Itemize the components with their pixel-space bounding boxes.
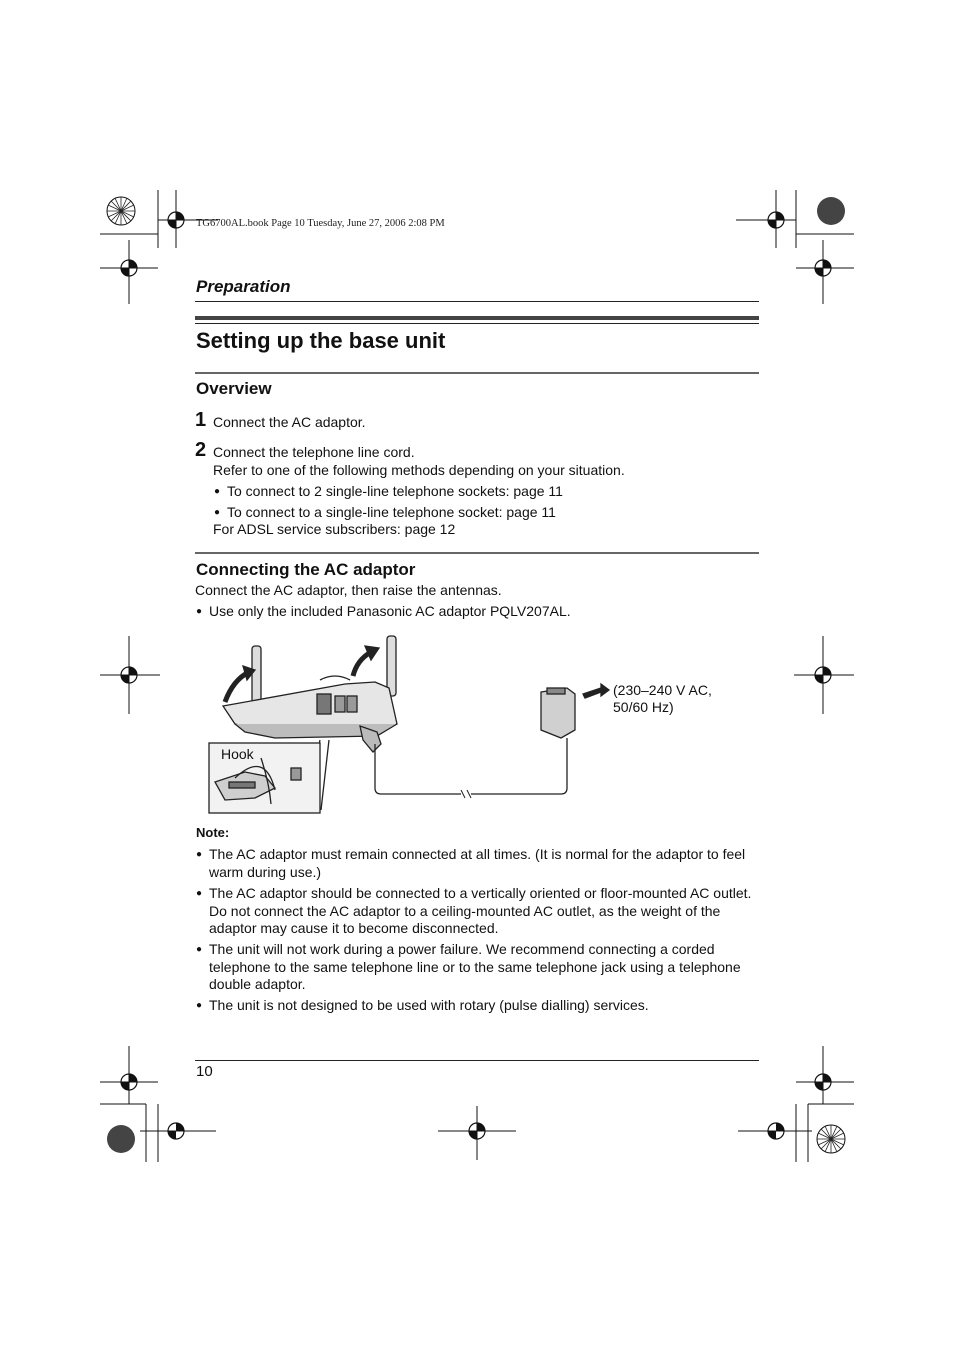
ac-intro: Connect the AC adaptor, then raise the antennas.: [195, 582, 502, 598]
bullet-glyph: ●: [196, 944, 203, 955]
title-rule-thick: [195, 316, 759, 320]
adsl-text: For ADSL service subscribers: page 12: [213, 521, 456, 537]
section-label: Preparation: [196, 277, 291, 296]
bullet-glyph: ●: [196, 1000, 203, 1011]
hook-label: Hook: [221, 746, 254, 762]
power-spec-line-2: 50/60 Hz): [613, 699, 674, 715]
footer-rule: [195, 1060, 759, 1061]
page-number: 10: [196, 1063, 213, 1080]
bullet-glyph: ●: [196, 888, 203, 899]
power-spec-line-1: (230–240 V AC,: [613, 682, 712, 698]
overview-bullet-2: To connect to a single-line telephone socket: page 11: [227, 504, 556, 520]
base-unit-drawing: [205, 632, 735, 818]
note-item-1: The AC adaptor must remain connected at all times. (It is normal for the adaptor to feel warm during use.): [209, 846, 746, 880]
note-item-2: The AC adaptor should be connected to a vertically oriented or floor-mounted AC outlet. Do not connect the AC adaptor to a ceiling-mounted AC outlet, as the weight of the adaptor may cause it to become disconnected.: [209, 885, 752, 936]
overview-bullet-1: To connect to 2 single-line telephone sockets: page 11: [227, 483, 563, 499]
note-title: Note:: [196, 825, 230, 840]
header-rule: [195, 301, 759, 302]
note-item-3: The unit will not work during a power failure. We recommend connecting a corded telephone to the same telephone line or to the same telephone jack using a telephone double adaptor.: [209, 941, 741, 992]
bullet-glyph: ●: [196, 849, 203, 860]
ac-rule: [195, 552, 759, 554]
page-title: Setting up the base unit: [196, 328, 446, 353]
step-1-text: Connect the AC adaptor.: [213, 414, 366, 430]
ac-heading: Connecting the AC adaptor: [196, 560, 416, 579]
title-rule-thin: [195, 323, 759, 324]
bullet-glyph: ●: [196, 606, 203, 617]
note-item-4: The unit is not designed to be used with rotary (pulse dialling) services.: [209, 997, 649, 1013]
bullet-glyph: ●: [214, 507, 221, 518]
step-1-number: 1: [195, 409, 207, 431]
step-2-subtext: Refer to one of the following methods depending on your situation.: [213, 462, 625, 478]
book-info-line: TG6700AL.book Page 10 Tuesday, June 27, 2006 2:08 PM: [196, 218, 445, 229]
overview-heading: Overview: [196, 379, 272, 398]
ac-adaptor-illustration: [205, 632, 735, 818]
bullet-glyph: ●: [214, 486, 221, 497]
step-2-text: Connect the telephone line cord.: [213, 444, 415, 460]
ac-bullet: Use only the included Panasonic AC adaptor PQLV207AL.: [209, 603, 571, 619]
step-2-number: 2: [195, 439, 207, 461]
overview-rule: [195, 372, 759, 374]
